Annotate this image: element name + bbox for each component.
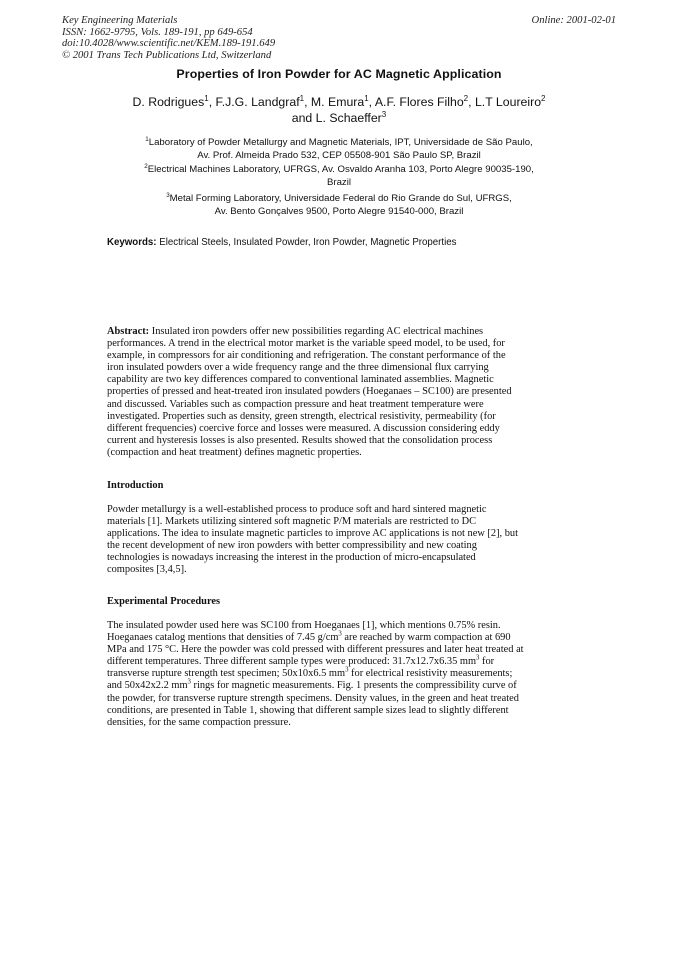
affiliation-line: Metal Forming Laboratory, Universidade Federal do Rio Grande do Sul, UFRGS, [169,193,512,204]
text-line: Powder metallurgy is a well-established process to produce soft and hard sintered magnetic [107,504,487,515]
text-line: different frequencies) coercive force and losses were measured. A discussion considering eddy [107,422,500,434]
section-heading-experimental: Experimental Procedures [107,596,221,607]
affiliation-line: Av. Bento Gonçalves 9500, Porto Alegre 91540-000, Brazil [214,205,464,217]
author-name: M. Emura [310,95,365,109]
text-line: and discussed. Variables such as compaction pressure and heat treatment temperature were [107,398,484,410]
online-date: Online: 2001-02-01 [531,15,616,26]
journal-name: Key Engineering Materials [62,15,178,26]
text-line: the recent development of new iron powders with better compressibility and new coating [107,540,477,552]
abstract-label: Abstract: [107,326,150,337]
text-line: applications. The idea to insulate magnetic particles to improve AC applications is not new [2], but [107,528,519,540]
text-line: current and hysteresis losses is also presented. Results showed that the consolidation process [107,434,493,446]
doi-line: doi:10.4028/www.scientific.net/KEM.189-191.649 [62,38,276,50]
text-line: example, in compressors for air conditioning and refrigeration. The constant performance of the [107,350,506,362]
experimental-body [107,620,587,729]
author-affiliation-mark: 2 [541,93,546,103]
affiliation-line: Laboratory of Powder Metallurgy and Magnetic Materials, IPT, Universidade de São Paulo, [148,137,533,148]
author-affiliation-mark: 1 [364,93,369,103]
affiliation [90,193,588,218]
author-affiliation-mark: 1 [204,93,209,103]
affiliation-mark: 2 [144,162,148,170]
text-line: Insulated iron powders offer new possibilities regarding AC electrical machines [151,326,484,337]
affiliation-line: Brazil [327,176,351,188]
author-name: L.T Loureiro [474,95,542,109]
keywords [107,237,456,248]
affiliation [90,164,588,189]
keywords-label: Keywords: [107,237,157,248]
author-affiliation-mark: 3 [381,109,387,119]
text-line: conditions, are presented in Table 1, showing that different sample sizes lead to slightly different [107,704,509,716]
text-line: technologies is nowadays increasing the interest in the production of micro-encapsulated [107,552,476,564]
text-line: investigated. Properties such as density, green strength, electrical resistivity, permeability (for [107,410,496,422]
affiliation [90,137,588,162]
text-line: The insulated powder used here was SC100 from Hoeganaes [1], which mentions 0.75% resin. [107,620,501,631]
author-affiliation-mark: 1 [299,93,305,103]
journal-header [62,15,275,61]
text-line: capability are two key differences compared to conventional laminated assemblies. Magnetic [107,374,494,386]
affiliation-line: Av. Prof. Almeida Prado 532, CEP 05508-901 São Paulo SP, Brazil [197,149,481,161]
author-affiliation-mark: 2 [463,93,469,103]
text-line: materials [1]. Markets utilizing sintered soft magnetic P/M materials are restricted to DC [107,516,477,528]
text-line: iron insulated powders over a wide frequency range and the three dimensional flux carrying [107,362,489,374]
text-line: MPa and 175 °C. Here the powder was cold pressed with different pressures and later heat treated at [107,644,524,656]
author-name: and L. Schaeffer [291,111,382,125]
text-line: the powder, for transverse rupture strength specimens. Density values, in the green and heat treated [107,692,519,704]
author-list: D. Rodrigues$^1$, F.J.G. Landgraf$^1$, M. Emura$^1$, A.F. Flores Filho$^2$, L.T Loureiro$^2$ and L. Schaeffer$^3$ [132,93,546,125]
text-line: (compaction and heat treatment) defines magnetic properties. [107,446,362,458]
copyright-line: © 2001 Trans Tech Publications Ltd, Switzerland [62,49,272,61]
affiliation-mark: 3 [166,191,170,199]
paper-title: Properties of Iron Powder for AC Magnetic Application [176,67,502,81]
author-name: A.F. Flores Filho [374,95,464,109]
text-line: properties of pressed and heat-treated iron insulated powders (Hoeganaes – SC100) are presented [107,386,512,398]
text-line: transverse rupture strength test specimen; 50x10x6.5 $mm^3$ for electrical resistivity measurements; [107,666,513,680]
text-line: Hoeganaes catalog mentions that densities of 7.45 $g/cm^3$ are reached by warm compaction at 690 [107,630,511,644]
text-line: different temperatures. Three different sample types were produced: 31.7x12.7x6.35 $mm^3$ for [107,654,495,668]
text-line: and 50x42x2.2 $mm^3$ rings for magnetic measurements. Fig. 1 presents the compressibility curve of [107,679,517,692]
introduction-body [107,504,587,577]
author-name: D. Rodrigues [132,95,205,109]
text-line: performances. A trend in the electrical motor market is the variable speed model, to be used, for [107,338,505,350]
keywords-text: Electrical Steels, Insulated Powder, Iron Powder, Magnetic Properties [159,237,457,248]
issn-line: ISSN: 1662-9795, Vols. 189-191, pp 649-654 [62,26,253,38]
abstract [107,326,587,459]
author-name: F.J.G. Landgraf [215,95,300,109]
text-line: composites [3,4,5]. [107,564,187,576]
text-line: densities, for the same compaction pressure. [107,716,291,728]
affiliation-mark: 1 [145,135,149,143]
section-heading-introduction: Introduction [107,480,164,491]
affiliation-line: Electrical Machines Laboratory, UFRGS, Av. Osvaldo Aranha 103, Porto Alegre 90035-190, [147,164,534,175]
